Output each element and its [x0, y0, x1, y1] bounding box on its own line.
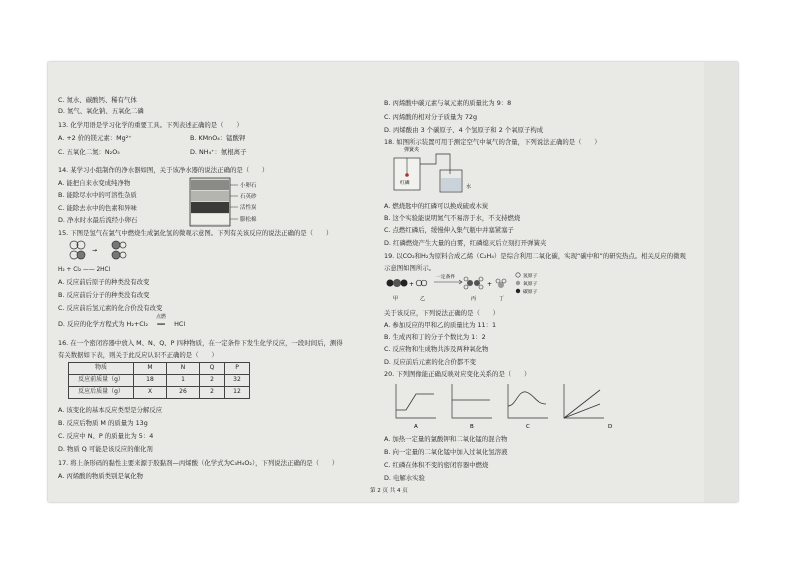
legend-hydrogen: 氢原子 — [523, 274, 538, 279]
q14-option-d: D. 净水时水最后流经小卵石 — [58, 216, 138, 224]
fig-label-water: 水 — [466, 184, 472, 190]
q13-option-b: B. KMnO₄：锰酸钾 — [190, 134, 246, 142]
q14-option-b: B. 能除尽水中的可溶性杂质 — [58, 191, 137, 199]
q18-option-b: B. 这个实验能说明氮气不易溶于水，不支持燃烧 — [384, 214, 521, 222]
q19-option-c: C. 反应物和生成物共涉及两种氧化物 — [384, 345, 489, 353]
q17-option-d: D. 丙烯酸由 3 个碳原子、4 个氢原子和 2 个氧原子构成 — [384, 126, 544, 134]
q14-stem: 14. 某学习小组制作的净水器如图，关于该净水器的说法正确的是（ ） — [58, 166, 269, 174]
q18-option-a: A. 燃烧匙中的红磷可以换成硫或木炭 — [384, 202, 489, 210]
q20-stem: 20. 下列图像能正确反映对应变化关系的是（ ） — [384, 370, 531, 378]
q13-option-d: D. NH₄⁺：氨根离子 — [190, 148, 247, 156]
q16-option-c: C. 反应中 N、P 的质量比为 5：4 — [58, 432, 154, 440]
q20-option-b: B. 向一定量的二氧化锰中加入过氧化氢溶液 — [384, 448, 508, 456]
q16-stem-line1: 16. 在一个密闭容器中放入 M、N、Q、P 四种物质，在一定条件下发生化学反应，一段时间后，测得 — [58, 339, 343, 347]
q17-option-c: C. 丙烯酸的相对分子质量为 72g — [384, 113, 478, 121]
q13-option-c: C. 五氧化二氮：N₂O₅ — [58, 148, 120, 156]
table-header-row: 物质 M N Q P — [69, 363, 250, 375]
q15-option-b: B. 反应前后分子的种类没有改变 — [58, 291, 150, 299]
q18-option-d: D. 红磷燃烧产生大量的白雾，红磷熄灭后立刻打开弹簧夹 — [384, 239, 547, 247]
fig-label-clamp: 弹簧夹 — [404, 147, 420, 153]
svg-text:B: B — [470, 424, 474, 430]
condition-ignite: 点燃 — [156, 314, 167, 320]
q15-option-c: C. 反应前后氢元素的化合价没有改变 — [58, 304, 163, 312]
fig-label-phosphorus: 红磷 — [400, 181, 410, 186]
q18-option-c: C. 点燃红磷后，缓慢伸入集气瓶中并塞紧塞子 — [384, 226, 514, 234]
q19-ask: 关于该反应，下列说法正确的是（ ） — [384, 309, 500, 317]
species-jia: 甲 — [393, 296, 399, 302]
fig-label-cotton: 膨松棉 — [240, 217, 257, 223]
svg-text:→: → — [92, 247, 98, 254]
h2-cl2-reaction-figure — [66, 239, 156, 263]
reaction-condition: 一定条件 — [436, 275, 456, 280]
svg-text:+: + — [409, 281, 415, 288]
graph-a — [396, 384, 436, 430]
q13-option-a: A. +2 价的镁元素：Mg²⁺ — [58, 134, 132, 142]
legend-oxygen: 氧原子 — [523, 282, 538, 287]
co2-h2-reaction-figure — [384, 270, 624, 304]
table-row: 反应后质量（g） X 26 2 12 — [69, 386, 250, 398]
q20-option-a: A. 加热一定量的氯酸钾和二氧化锰的混合物 — [384, 435, 508, 443]
q20-graphs — [386, 380, 616, 432]
q19-option-a: A. 参加反应的甲和乙的质量比为 11：1 — [384, 321, 497, 329]
species-ding: 丁 — [499, 296, 505, 302]
q15-stem: 15. 下图是氢气在氯气中燃烧生成氯化氢的微观示意图。下列有关该反应的说法正确的是（ ） — [58, 229, 333, 237]
q15-option-a: A. 反应前后原子的种类没有改变 — [58, 278, 150, 286]
graph-c — [508, 384, 548, 430]
q16-option-d: D. 物质 Q 可能是该反应的催化剂 — [58, 445, 153, 453]
q19-option-b: B. 生成丙和丁的分子个数比为 1：2 — [384, 333, 486, 341]
q17-option-b: B. 丙烯酸中碳元素与氧元素的质量比为 9：8 — [384, 99, 512, 107]
svg-text:C: C — [526, 424, 530, 430]
q16-option-a: A. 该变化的基本反应类型是分解反应 — [58, 406, 163, 414]
fig-label-carbon: 活性炭 — [240, 205, 257, 211]
q20-option-d: D. 电解水实验 — [384, 474, 425, 482]
q17-stem: 17. 将上条形码的黏性主要来源于胶黏剂—丙烯酸（化学式为C₃H₄O₂），下列说法正确的是（ ） — [58, 459, 339, 467]
exam-sheet — [48, 62, 738, 502]
q16-stem-line2: 有关数据如下表，则关于此反应认识不正确的是（ ） — [58, 351, 218, 359]
page-footer: 第 2 页 共 4 页 — [370, 488, 408, 494]
graph-b — [452, 384, 492, 430]
q19-stem-line1: 19. 以CO₂和H₂为原料合成乙烯（C₂H₄）是综合利用二氧化碳，实现“碳中和”的研究热点。相关反应的微观 — [384, 252, 686, 260]
q19-stem-line2: 示意图如图所示。 — [384, 264, 436, 272]
graph-d — [564, 384, 612, 430]
q12-option-d: D. 氮气、氧化钠、五氧化二磷 — [58, 107, 144, 115]
fig-label-pebble: 小卵石 — [240, 183, 257, 189]
q14-option-a: A. 能把自来水变成纯净物 — [58, 179, 131, 187]
q12-option-c: C. 氮水、碳酸钙、稀有气体 — [58, 96, 137, 104]
species-bing: 丙 — [471, 296, 477, 302]
q15-option-d: D. 反应的化学方程式为 H₂+Cl₂ 点燃 ══ HCl — [58, 314, 186, 328]
q14-option-c: C. 能除去水中的色素和异味 — [58, 204, 137, 212]
fig-label-quartz: 石英砂 — [240, 194, 257, 200]
q13-stem: 13. 化学用语是学习化学的重要工具。下列表述正确的是（ ） — [58, 121, 243, 129]
species-yi: 乙 — [420, 296, 426, 302]
svg-text:+: + — [487, 281, 493, 288]
svg-text:A: A — [414, 424, 418, 430]
q15-equation: H₂ + Cl₂ —— 2HCl — [58, 267, 111, 273]
oxygen-measure-apparatus — [388, 144, 478, 198]
legend-carbon: 碳原子 — [523, 290, 538, 295]
q19-option-d: D. 反应前后元素的化合价都不变 — [384, 358, 477, 366]
table-row: 反应前质量（g） 18 1 2 32 — [69, 374, 250, 386]
water-purifier-figure — [188, 174, 280, 230]
svg-text:D: D — [608, 424, 613, 430]
q20-option-c: C. 红磷在体积不变的密闭容器中燃烧 — [384, 461, 489, 469]
q18-stem: 18. 如图所示装置可用于测定空气中氧气的含量，下列说法正确的是（ ） — [384, 138, 601, 146]
q17-option-a: A. 丙烯酸的物质类别是氧化物 — [58, 472, 144, 480]
q16-option-b: B. 反应后物质 M 的质量为 13g — [58, 419, 148, 427]
mass-table — [68, 362, 250, 399]
bleed-through-margin — [704, 62, 738, 502]
